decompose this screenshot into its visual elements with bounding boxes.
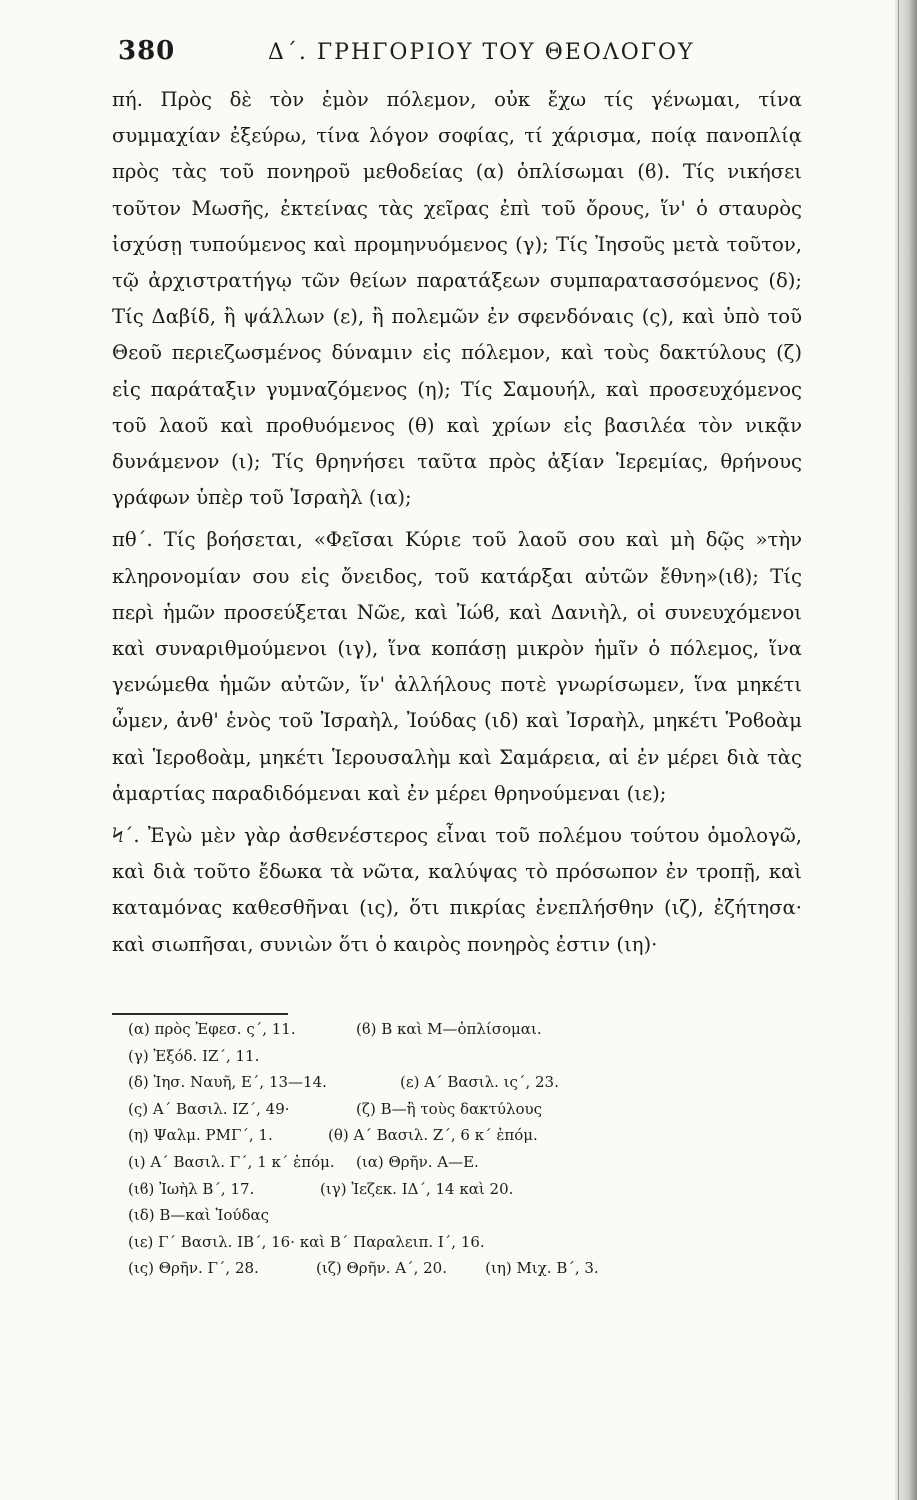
paragraph-90: Ϟ΄. Ἐγὼ μὲν γὰρ ἀσθενέστερος εἶναι τοῦ πολέμου τούτου ὁμολογῶ, καὶ διὰ τοῦτο ἔδωκα τὰ νῶτα, καλύψας τὸ πρόσωπον ἐν τροπῇ, καὶ καταμόνας καθεσθῆναι (ις), ὅτι πικρίας ἐνεπλήσθην (ιζ), ἐζήτησα· καὶ σιωπῆσαι, συνιὼν ὅτι ὁ καιρὸς πονηρὸς ἐστιν (ιη)· [112, 824, 802, 956]
footnotes [128, 1016, 648, 1282]
footnote: (ις) Θρῆν. Γ΄, 28. [128, 1259, 259, 1278]
footnote-row [128, 1016, 648, 1043]
paragraph-88: πή. Πρὸς δὲ τὸν ἐμὸν πόλεμον, οὐκ ἔχω τίς γένωμαι, τίνα συμμαχίαν ἐξεύρω, τίνα λόγον σοφίας, τί χάρισμα, ποίᾳ πανοπλίᾳ πρὸς τὰς τοῦ πονηροῦ μεθοδείας (α) ὁπλίσωμαι (ϐ). Τίς νικήσει τοῦτον Μωσῆς, ἐκτείνας τὰς χεῖρας ἐπὶ τοῦ ὄρους, ἵν' ὁ σταυρὸς ἰσχύσῃ τυπούμενος καὶ προμηνυόμενος (γ); Τίς Ἰησοῦς μετὰ τοῦτον, τῷ ἀρχιστρατήγῳ τῶν θείων παρατάξεων συμπαρατασσόμενος (δ); Τίς Δαβίδ, ἢ ψάλλων (ε), ἢ πολεμῶν ἐν σφενδόναις (ς), καὶ ὑπὸ τοῦ Θεοῦ περιεζωσμένος δύναμιν εἰς πόλεμον, καὶ τοὺς δακτύλους (ζ) εἰς παράταξιν γυμναζόμενος (η); Τίς Σαμουήλ, καὶ προσευχόμενος τοῦ λαοῦ καὶ προθυόμενος (θ) καὶ χρίων εἰς βασιλέα τὸν νικᾷν δυνάμενον (ι); Τίς θρηνήσει ταῦτα πρὸς ἀξίαν Ἱερεμίας, θρήνους γράφων ὑπὲρ τοῦ Ἰσραὴλ (ια); [112, 88, 802, 510]
footnote: (ιϐ) Ἰωὴλ Β΄, 17. [128, 1179, 255, 1198]
page-number: 380 [118, 36, 176, 66]
footnote: (ιζ) Θρῆν. Α΄, 20. (ιη) Μιχ. Β΄, 3. [316, 1259, 599, 1278]
footnote: (ιε) Γ΄ Βασιλ. ΙΒ΄, 16· καὶ Β΄ Παραλειπ. Ι΄, 16. [128, 1232, 485, 1251]
footnote: (ι) Α΄ Βασιλ. Γ΄, 1 κ΄ ἑπόμ. [128, 1152, 335, 1171]
footnote-row [128, 1202, 648, 1229]
footnote: (η) Ψαλμ. ΡΜΓ΄, 1. [128, 1126, 273, 1145]
running-title: Δ΄. ΓΡΗΓΟΡΙΟΥ ΤΟΥ ΘΕΟΛΟΓΟΥ [268, 40, 695, 65]
footnote: (α) πρὸς Ἐφεσ. ς΄, 11. [128, 1020, 296, 1038]
footnote: (ιγ) Ἰεζεκ. ΙΔ΄, 14 καὶ 20. [320, 1179, 514, 1198]
footnote-row [128, 1122, 648, 1149]
footnote-row [128, 1069, 648, 1096]
footnote-row [128, 1255, 648, 1282]
footnote: (ιδ) Β—καὶ Ἰούδας [128, 1206, 270, 1225]
footnote: (ια) Θρῆν. Α—Ε. [356, 1152, 479, 1171]
footnote: (ζ) Β—ἢ τοὺς δακτύλους [356, 1099, 543, 1118]
footnote: (ε) Α΄ Βασιλ. ις΄, 23. [400, 1073, 559, 1092]
page-edge-line [898, 0, 899, 1500]
footnote-row [128, 1229, 648, 1256]
footnote-row [128, 1176, 648, 1203]
page-header [118, 36, 818, 76]
footnote-row [128, 1096, 648, 1123]
footnote: (γ) Ἐξόδ. ΙΖ΄, 11. [128, 1046, 260, 1065]
footnote: (δ) Ἰησ. Ναυῆ, Ε΄, 13—14. [128, 1073, 327, 1092]
footnote-rule [112, 1013, 288, 1015]
paragraph-89: πθ΄. Τίς βοήσεται, «Φεῖσαι Κύριε τοῦ λαοῦ σου καὶ μὴ δῷς »τὴν κληρονομίαν σου εἰς ὄνειδος, τοῦ κατάρξαι αὐτῶν ἔθνη»(ιϐ); Τίς περὶ ἡμῶν προσεύξεται Νῶε, καὶ Ἰώϐ, καὶ Δανιὴλ, οἱ συνευχόμενοι καὶ συναριθμούμενοι (ιγ), ἵνα κοπάσῃ μικρὸν ἡμῖν ὁ πόλεμος, ἵνα γενώμεθα ἡμῶν αὐτῶν, ἵν' ἀλλήλους ποτὲ γνωρίσωμεν, ἵνα μηκέτι ὦμεν, ἀνθ' ἑνὸς τοῦ Ἰσραὴλ, Ἰούδας (ιδ) καὶ Ἰσραὴλ, μηκέτι Ῥοϐοὰμ καὶ Ἱεροϐοὰμ, μηκέτι Ἱερουσαλὴμ καὶ Σαμάρεια, αἱ ἐν μέρει διὰ τὰς ἁμαρτίας παραδιδόμεναι καὶ ἐν μέρει θρηνούμεναι (ιε); [112, 528, 802, 805]
main-text [112, 82, 802, 963]
footnote: (θ) Α΄ Βασιλ. Ζ΄, 6 κ΄ ἑπόμ. [328, 1126, 538, 1145]
footnote-row [128, 1043, 648, 1070]
footnote: (ς) Α΄ Βασιλ. ΙΖ΄, 49· [128, 1099, 290, 1118]
footnote-row [128, 1149, 648, 1176]
footnote: (ϐ) Β καὶ Μ—ὁπλίσομαι. [356, 1020, 542, 1038]
